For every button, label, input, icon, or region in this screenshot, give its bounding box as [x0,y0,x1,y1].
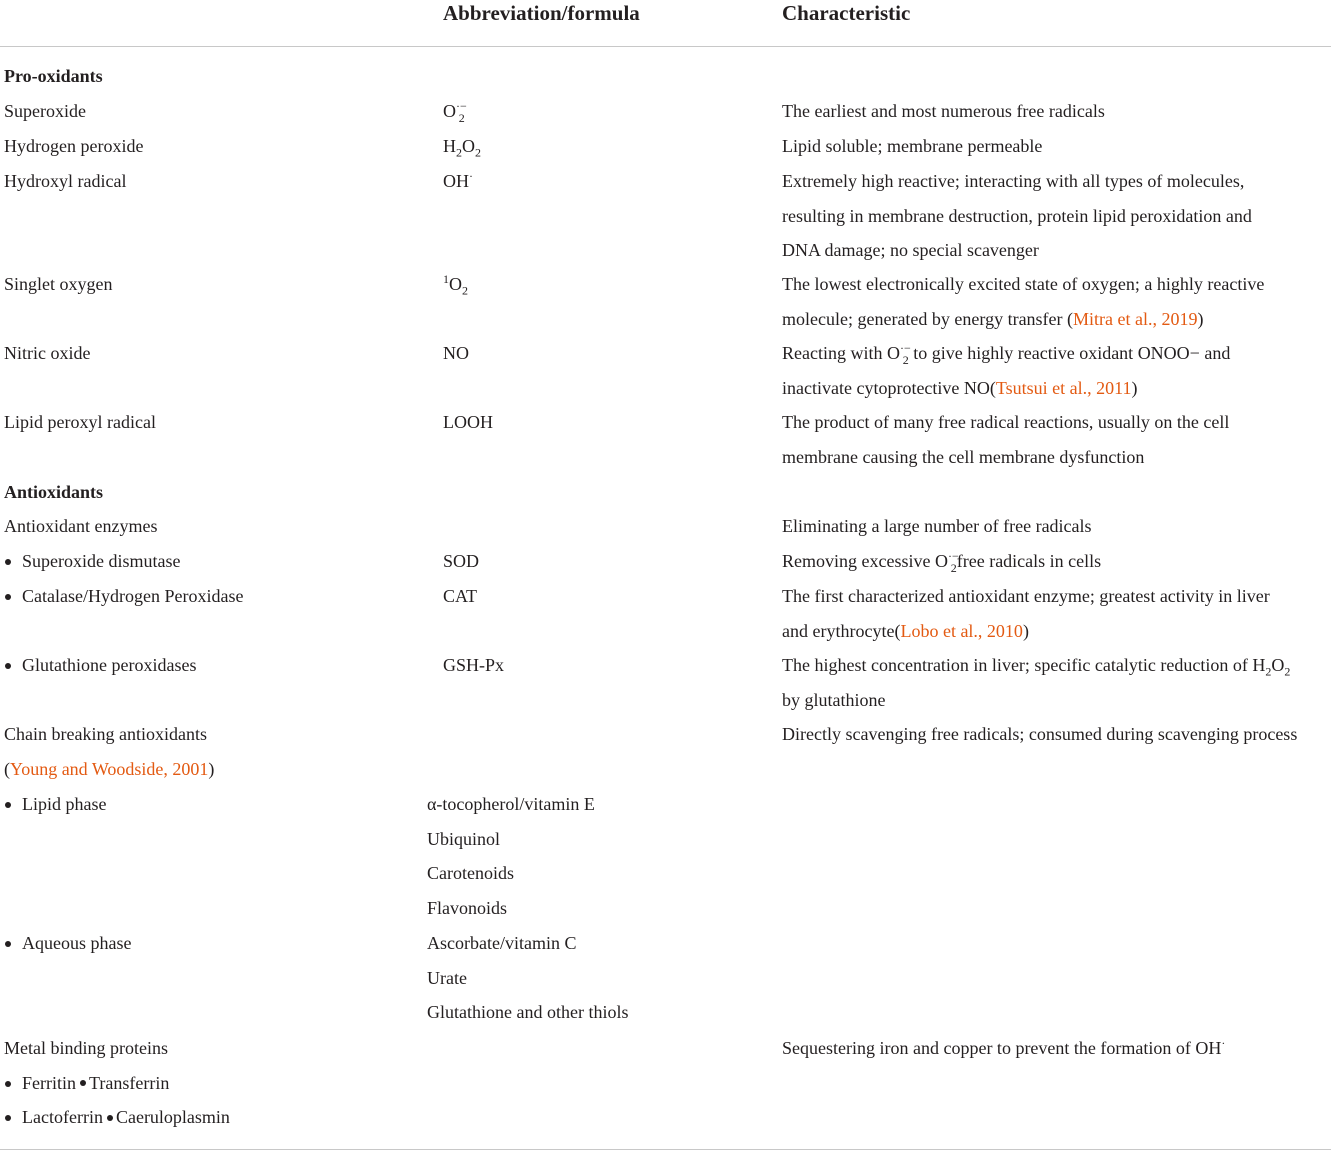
header-characteristic: Characteristic [782,1,911,25]
row-formula-list [427,926,628,1030]
table-row-aqueous-phase [0,926,1331,1023]
row-formula: CAT [443,586,478,606]
list-item: Urate [427,967,467,988]
citation-link[interactable]: Lobo et al., 2010 [900,620,1023,641]
citation-link[interactable]: Tsutsui et al., 2011 [995,377,1132,398]
row-characteristic: The earliest and most numerous free radicals [782,101,1105,121]
row-name: Catalase/Hydrogen Peroxidase [4,579,1331,614]
row-name: Glutathione peroxidases [4,648,1331,683]
list-item: α-tocopherol/vitamin E [427,794,595,814]
row-name: Aqueous phase [4,926,1331,961]
row-name: Superoxide [4,101,86,121]
footer-rule [0,1149,1331,1150]
row-characteristic: The product of many free radical reactions, usually on the cell membrane causing the cell membrane dysfunction [782,412,1230,467]
list-item: Ubiquinol [427,828,501,849]
row-formula: OH· [443,169,473,191]
row-characteristic: The highest concentration in liver; specific catalytic reduction of $H_2O_2$ by glutathione [782,655,1291,710]
row-name: Hydroxyl radical [4,171,127,191]
row-name: Singlet oxygen [4,274,113,294]
row-formula: SOD [443,551,480,571]
row-formula: LOOH [443,412,493,432]
bullet-icon [80,1080,86,1086]
row-characteristic: The lowest electronically excited state of oxygen; a highly reactive molecule; generated by energy transfer (Mitra et al., 2019) [782,274,1265,329]
row-characteristic: Extremely high reactive; interacting with all types of molecules, resulting in membrane destruction, protein lipid peroxidation and DNA damage; no special scavenger [782,171,1252,261]
row-formula: $O^{\cdot-}_2$ [443,99,467,125]
row-name: Antioxidant enzymes [4,516,158,536]
row-name: Lipid phase [4,787,1331,822]
table-row-catalase [0,579,1331,641]
citation-link[interactable]: Mitra et al., 2019 [1073,308,1198,329]
row-characteristic: The first characterized antioxidant enzyme; greatest activity in liver and erythrocyte(Lobo et al., 2010) [782,586,1270,641]
bullet-icon [107,1115,113,1121]
row-formula: GSH-Px [443,655,505,675]
section-title: Pro-oxidants [4,66,103,86]
citation-link[interactable]: Young and Woodside, 2001 [10,758,209,779]
header-rule [0,46,1331,47]
section-title: Antioxidants [4,482,104,502]
row-name: Nitric oxide [4,343,91,363]
table-row-sod [0,544,1331,579]
row-characteristic: Reacting with $O^{\cdot-}_2$ to give highly reactive oxidant ONOO− and inactivate cytoprotective NO(Tsutsui et al., 2011) [782,341,1231,398]
list-item: Carotenoids [427,863,514,884]
table-row-glutathione-peroxidases [0,648,1331,710]
header-formula: Abbreviation/formula [443,1,640,25]
list-item: Flavonoids [427,897,508,918]
list-item: Glutathione and other thiols [427,1002,629,1023]
row-name: Lipid peroxyl radical [4,412,156,432]
row-name: Chain breaking antioxidants (Young and Woodside, 2001) [4,724,215,779]
list-item: Ascorbate/vitamin C [427,933,577,953]
row-formula: $^1O_2$ [443,272,468,298]
row-characteristic: Directly scavenging free radicals; consumed during scavenging process [782,724,1298,744]
row-formula-list [427,787,595,925]
row-name: Superoxide dismutase [4,544,1331,579]
row-characteristic: Removing excessive $O^{\cdot-}_2free$ radicals in cells [782,549,1102,575]
row-formula: $H_2O_2$ [443,136,481,160]
table-row-lipid-phase [0,787,1331,918]
row-name: Metal binding proteins Ferritin Transferrin Lactoferrin Caeruloplasmin [4,1031,230,1135]
row-characteristic: Lipid soluble; membrane permeable [782,136,1043,156]
row-name: Hydrogen peroxide [4,136,144,156]
row-formula: NO [443,343,469,363]
row-characteristic: Eliminating a large number of free radicals [782,516,1092,536]
row-characteristic: Sequestering iron and copper to prevent the formation of OH· [782,1036,1226,1058]
